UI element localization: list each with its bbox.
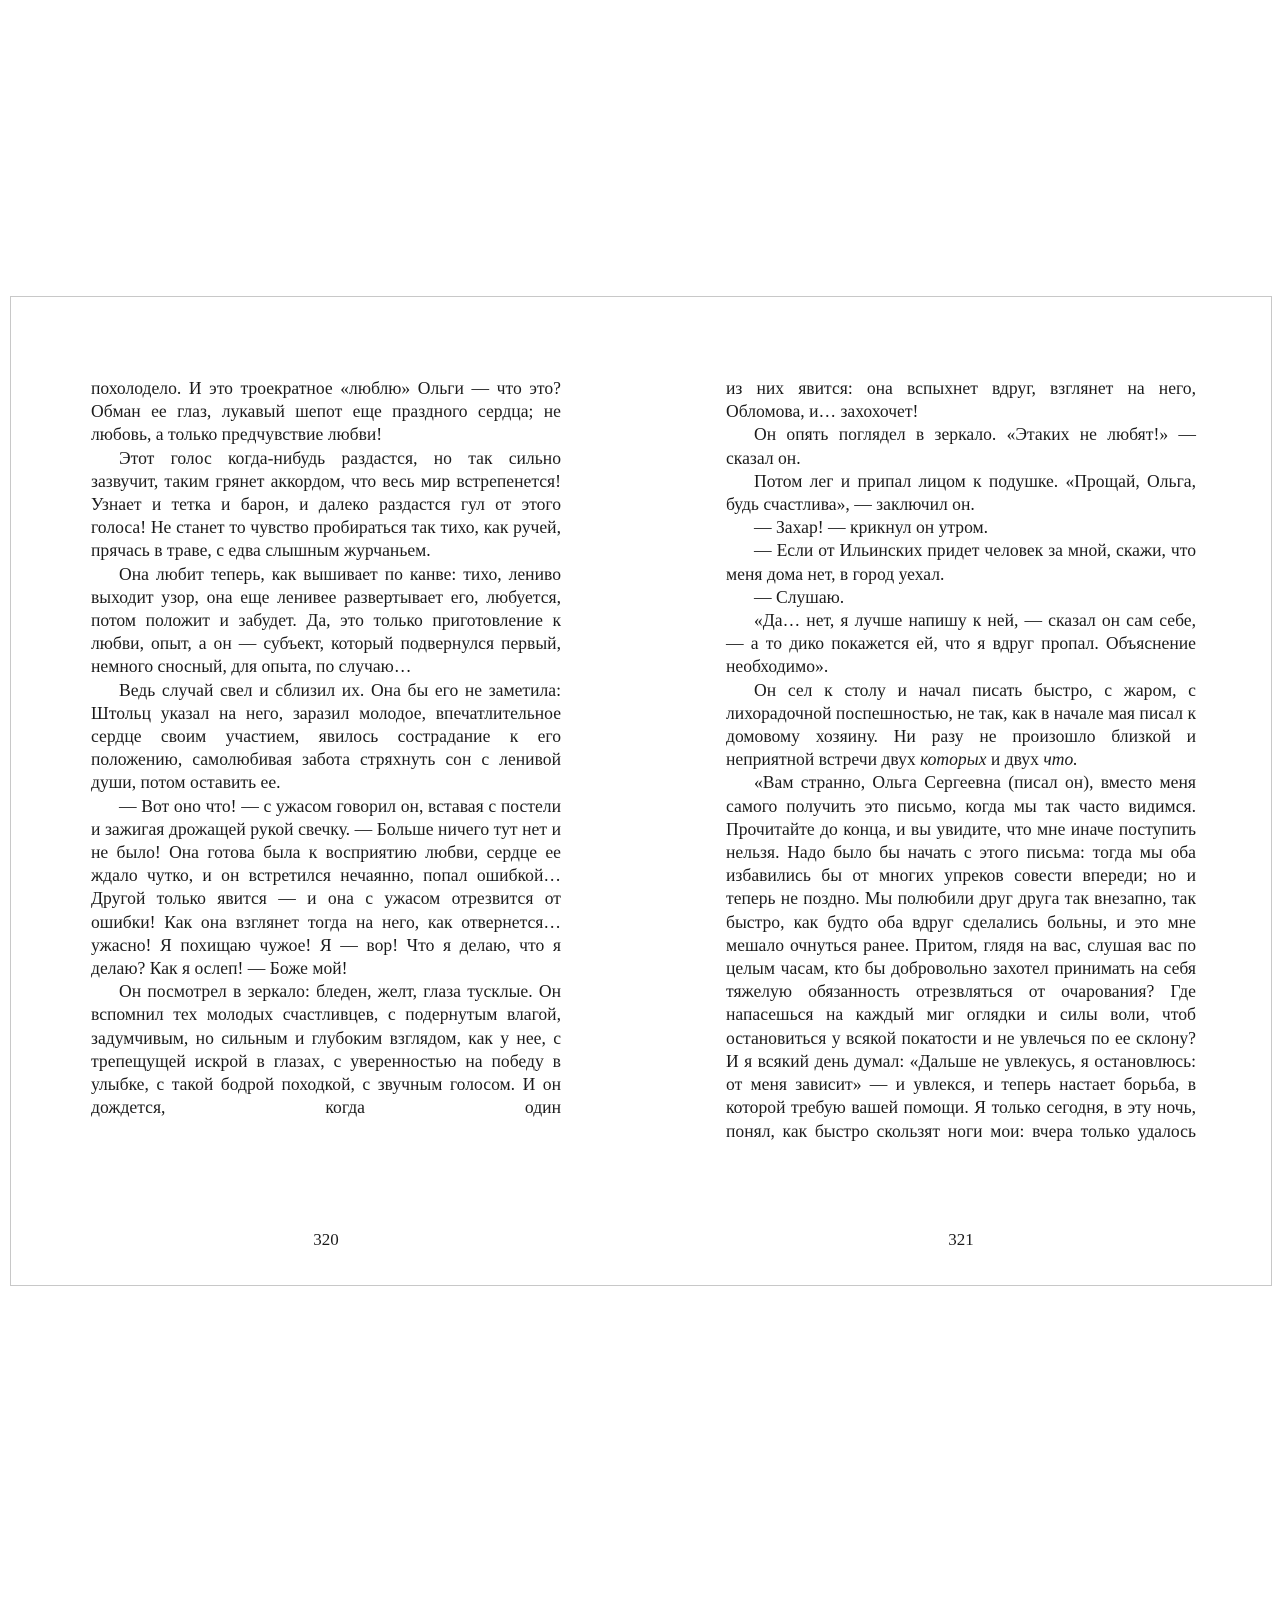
paragraph: похолодело. И это троекратное «люблю» Ольги — что это? Обман ее глаз, лукавый шепот еще праздного сердца; не любовь, а только предчувствие любви! bbox=[91, 378, 561, 445]
right-page bbox=[726, 377, 1196, 1249]
paragraph: — Вот оно что! — с ужасом говорил он, вставая с постели и зажигая дрожащей рукой свечку. — Больше ничего тут нет и не было! Она готова была к восприятию любви, сердце ее ждало чутко, и он встретился нечаянно, попал ошибкой… Другой только явится — и она с ужасом отрезвится от ошибки! Как она взглянет тогда на него, как отвернется… ужасно! Я похищаю чужое! Я — вор! Что я делаю, что я делаю? Как я ослеп! — Боже мой! bbox=[91, 795, 561, 979]
left-page bbox=[91, 377, 561, 1249]
paragraph: — Слушаю. bbox=[754, 586, 845, 607]
paragraph-text: Он сел к столу и начал писать быстро, с жаром, с лихорадочной поспешностью, не так, как в начале мая писал к домовому хозяину. Ни разу не произошло близкой и неприятной встречи двух bbox=[726, 679, 1196, 770]
paragraph-text: и двух bbox=[990, 749, 1039, 770]
paragraph: Потом лег и припал лицом к подушке. «Прощай, Ольга, будь счастлива», — заключил он. bbox=[726, 470, 1196, 515]
paragraph: «Вам странно, Ольга Сергеевна (писал он), вместо меня самого получить это письмо, когда мы так часто видимся. Прочитайте до конца, и вы увидите, что мне иначе поступить нельзя. Надо было бы начать с этого письма: тогда мы оба избавились бы от многих упреков совести впереди; но и теперь не поздно. Мы полюбили друг друга так внезапно, так быстро, как будто оба вдруг сделались больны, и это мне мешало очнуться ранее. Притом, глядя на вас, слушая вас по целым часам, кто бы добровольно захотел принимать на себя тяжелую обязанность отрезвляться от очарования? Где напасешься на каждый миг оглядки и силы воли, чтоб остановиться у всякой покатости и не увлечься по ее склону? И я всякий день думал: «Дальше не увлекусь, я остановлюсь: от меня зависит» — и увлекся, и теперь настает борьба, в которой требую вашей помощи. Я только сегодня, в эту ночь, понял, как быстро скользят ноги мои: вчера только удалось bbox=[726, 772, 1196, 1141]
page-number: 321 bbox=[948, 1230, 974, 1249]
paragraph: — Захар! — крикнул он утром. bbox=[754, 517, 989, 538]
left-page-text bbox=[91, 377, 561, 1197]
right-page-text bbox=[726, 377, 1196, 1197]
paragraph: из них явится: она вспыхнет вдруг, взглянет на него, Обломова, и… захохочет! bbox=[726, 378, 1196, 422]
paragraph: Этот голос когда-нибудь раздастся, но так сильно зазвучит, таким грянет аккордом, что весь мир встрепенется! Узнает и тетка и барон, и далеко раздастся гул от этого голоса! Не станет то чувство пробираться так тихо, как ручей, прячась в траве, с едва слышным журчаньем. bbox=[91, 447, 561, 561]
page-number: 320 bbox=[313, 1230, 339, 1249]
italic-word: которых bbox=[920, 749, 987, 770]
paragraph: Ведь случай свел и сблизил их. Она бы его не заметила: Штольц указал на него, заразил молодое, впечатлительное сердце своим участием, явилось сострадание к его положению, самолюбивая забота стряхнуть сон с ленивой души, потом оставить ее. bbox=[91, 679, 561, 793]
paragraph: «Да… нет, я лучше напишу к ней, — сказал он сам себе, — а то дико покажется ей, что я вдруг пропал. Объяснение необходимо». bbox=[726, 610, 1196, 677]
paragraph: Он посмотрел в зеркало: бледен, желт, глаза тусклые. Он вспомнил тех молодых счастливцев, с подернутым влагой, задумчивым, но сильным и глубоким взглядом, как у нее, с трепещущей искрой в глазах, с уверенностью на победу в улыбке, с такой бодрой походкой, с звучным голосом. И он дождется, когда один bbox=[91, 981, 561, 1118]
paragraph-with-italics bbox=[726, 679, 1196, 772]
book-spread bbox=[10, 296, 1272, 1286]
paragraph: — Если от Ильинских придет человек за мной, скажи, что меня дома нет, в город уехал. bbox=[726, 540, 1196, 584]
paragraph: Она любит теперь, как вышивает по канве: тихо, лениво выходит узор, она еще ленивее развертывает его, любуется, потом положит и забудет. Да, это только приготовление к любви, опыт, а он — субъект, который подвернулся первый, немного сносный, для опыта, по случаю… bbox=[91, 563, 561, 677]
paragraph: Он опять поглядел в зеркало. «Этаких не любят!» — сказал он. bbox=[726, 424, 1196, 468]
italic-word: что. bbox=[1043, 749, 1078, 770]
